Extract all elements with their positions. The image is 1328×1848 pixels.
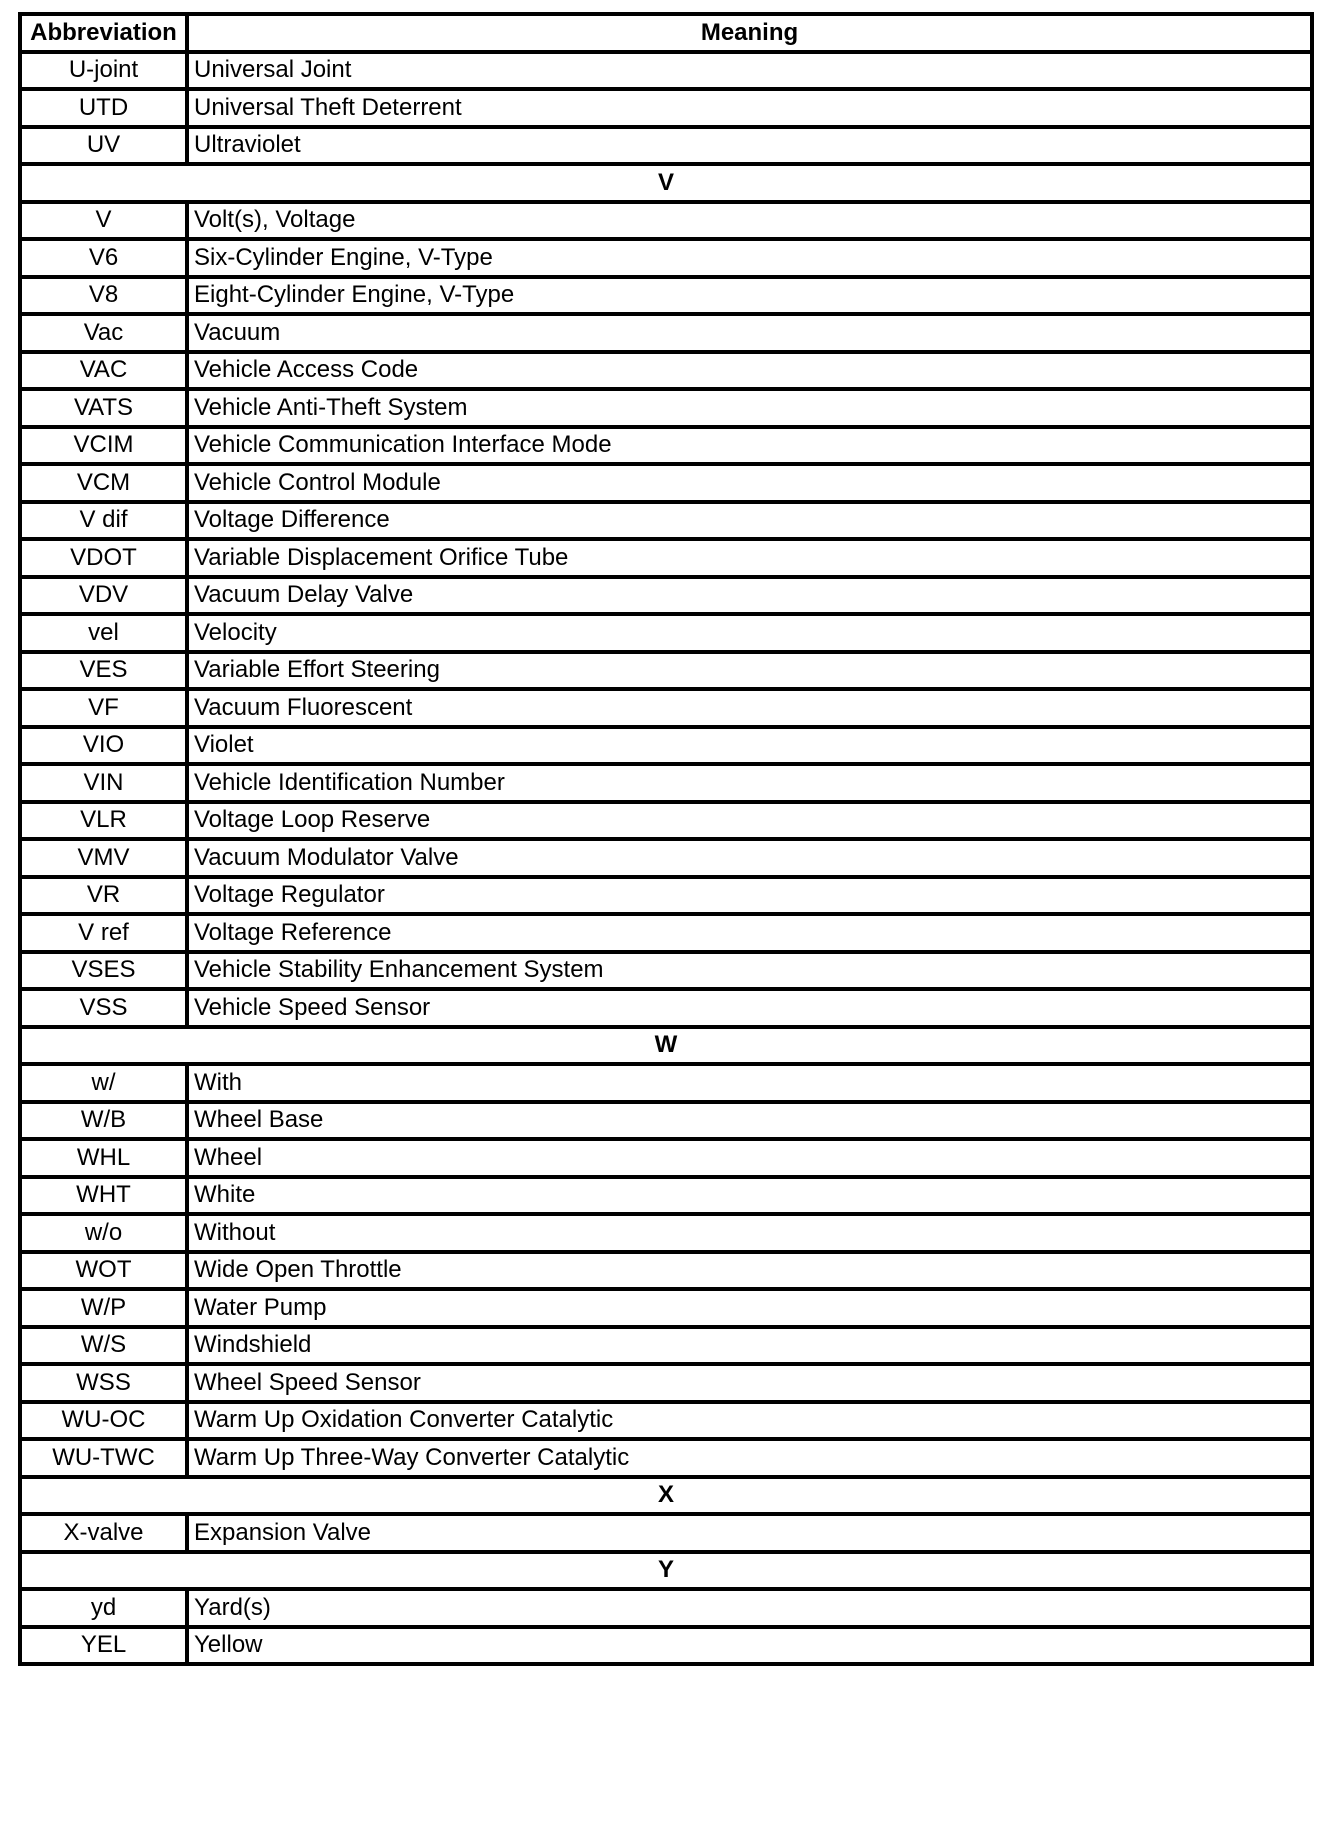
abbreviation-cell: WU-TWC <box>20 1439 187 1477</box>
section-row <box>20 164 1312 202</box>
meaning-cell: Vehicle Access Code <box>187 352 1312 390</box>
abbreviation-cell: VES <box>20 652 187 690</box>
meaning-cell: Voltage Reference <box>187 914 1312 952</box>
table-row <box>20 539 1312 577</box>
table-row <box>20 952 1312 990</box>
meaning-cell: Vehicle Control Module <box>187 464 1312 502</box>
table-row <box>20 989 1312 1027</box>
meaning-cell: Ultraviolet <box>187 127 1312 165</box>
meaning-cell: Wheel Base <box>187 1102 1312 1140</box>
section-letter: X <box>20 1477 1312 1515</box>
meaning-cell: Vehicle Communication Interface Mode <box>187 427 1312 465</box>
section-letter: Y <box>20 1552 1312 1590</box>
table-row <box>20 127 1312 165</box>
abbreviation-cell: VMV <box>20 839 187 877</box>
meaning-cell: Vacuum Delay Valve <box>187 577 1312 615</box>
table-row <box>20 1102 1312 1140</box>
section-row <box>20 1027 1312 1065</box>
table-row <box>20 1139 1312 1177</box>
abbreviation-cell: w/ <box>20 1064 187 1102</box>
abbreviation-cell: W/B <box>20 1102 187 1140</box>
meaning-cell: Wide Open Throttle <box>187 1252 1312 1290</box>
abbreviation-cell: WHL <box>20 1139 187 1177</box>
section-row <box>20 1477 1312 1515</box>
table-row <box>20 727 1312 765</box>
meaning-cell: Without <box>187 1214 1312 1252</box>
meaning-cell: Water Pump <box>187 1289 1312 1327</box>
table-row <box>20 1064 1312 1102</box>
meaning-cell: Vacuum Modulator Valve <box>187 839 1312 877</box>
abbreviation-cell: UTD <box>20 89 187 127</box>
abbreviation-cell: U-joint <box>20 52 187 90</box>
meaning-cell: Yellow <box>187 1627 1312 1665</box>
table-row <box>20 764 1312 802</box>
table-row <box>20 464 1312 502</box>
abbreviation-cell: VATS <box>20 389 187 427</box>
table-row <box>20 1439 1312 1477</box>
table-row <box>20 577 1312 615</box>
meaning-cell: Violet <box>187 727 1312 765</box>
header-meaning: Meaning <box>187 14 1312 52</box>
abbreviation-cell: WU-OC <box>20 1402 187 1440</box>
table-row <box>20 314 1312 352</box>
table-row <box>20 1289 1312 1327</box>
table-row <box>20 614 1312 652</box>
abbreviation-cell: V <box>20 202 187 240</box>
meaning-cell: Variable Displacement Orifice Tube <box>187 539 1312 577</box>
table-body <box>20 52 1312 1665</box>
table-row <box>20 1589 1312 1627</box>
meaning-cell: Expansion Valve <box>187 1514 1312 1552</box>
abbreviation-cell: WSS <box>20 1364 187 1402</box>
meaning-cell: Voltage Regulator <box>187 877 1312 915</box>
abbreviation-cell: V8 <box>20 277 187 315</box>
table-row <box>20 52 1312 90</box>
meaning-cell: Voltage Loop Reserve <box>187 802 1312 840</box>
abbreviation-cell: VDOT <box>20 539 187 577</box>
abbreviation-cell: vel <box>20 614 187 652</box>
abbreviation-table <box>18 12 1314 1666</box>
abbreviation-cell: VSS <box>20 989 187 1027</box>
table-row <box>20 1514 1312 1552</box>
meaning-cell: Vacuum Fluorescent <box>187 689 1312 727</box>
table-row <box>20 1177 1312 1215</box>
abbreviation-cell: VLR <box>20 802 187 840</box>
table-row <box>20 802 1312 840</box>
meaning-cell: Eight-Cylinder Engine, V-Type <box>187 277 1312 315</box>
abbreviation-cell: VDV <box>20 577 187 615</box>
header-abbreviation: Abbreviation <box>20 14 187 52</box>
header-row <box>20 14 1312 52</box>
meaning-cell: Warm Up Oxidation Converter Catalytic <box>187 1402 1312 1440</box>
abbreviation-cell: X-valve <box>20 1514 187 1552</box>
table-row <box>20 239 1312 277</box>
table-row <box>20 202 1312 240</box>
table-row <box>20 1214 1312 1252</box>
meaning-cell: Vehicle Stability Enhancement System <box>187 952 1312 990</box>
meaning-cell: Vehicle Identification Number <box>187 764 1312 802</box>
table-row <box>20 652 1312 690</box>
section-row <box>20 1552 1312 1590</box>
meaning-cell: Wheel Speed Sensor <box>187 1364 1312 1402</box>
meaning-cell: Variable Effort Steering <box>187 652 1312 690</box>
abbreviation-cell: VCM <box>20 464 187 502</box>
table-row <box>20 914 1312 952</box>
abbreviation-cell: VIO <box>20 727 187 765</box>
abbreviation-cell: V6 <box>20 239 187 277</box>
section-letter: V <box>20 164 1312 202</box>
table-row <box>20 1627 1312 1665</box>
table-row <box>20 1252 1312 1290</box>
abbreviation-cell: VSES <box>20 952 187 990</box>
table-row <box>20 877 1312 915</box>
meaning-cell: Vacuum <box>187 314 1312 352</box>
abbreviation-cell: w/o <box>20 1214 187 1252</box>
abbreviation-cell: VCIM <box>20 427 187 465</box>
table-row <box>20 1364 1312 1402</box>
abbreviation-cell: W/S <box>20 1327 187 1365</box>
meaning-cell: Voltage Difference <box>187 502 1312 540</box>
table-row <box>20 689 1312 727</box>
meaning-cell: Universal Joint <box>187 52 1312 90</box>
abbreviation-cell: WHT <box>20 1177 187 1215</box>
meaning-cell: Vehicle Speed Sensor <box>187 989 1312 1027</box>
meaning-cell: Warm Up Three-Way Converter Catalytic <box>187 1439 1312 1477</box>
abbreviation-cell: YEL <box>20 1627 187 1665</box>
abbreviation-cell: W/P <box>20 1289 187 1327</box>
table-row <box>20 1402 1312 1440</box>
abbreviation-cell: VIN <box>20 764 187 802</box>
meaning-cell: With <box>187 1064 1312 1102</box>
meaning-cell: Wheel <box>187 1139 1312 1177</box>
abbreviation-cell: WOT <box>20 1252 187 1290</box>
meaning-cell: Six-Cylinder Engine, V-Type <box>187 239 1312 277</box>
meaning-cell: Yard(s) <box>187 1589 1312 1627</box>
table-row <box>20 352 1312 390</box>
meaning-cell: Velocity <box>187 614 1312 652</box>
table-row <box>20 502 1312 540</box>
table-row <box>20 1327 1312 1365</box>
meaning-cell: Volt(s), Voltage <box>187 202 1312 240</box>
abbreviation-cell: VF <box>20 689 187 727</box>
table-row <box>20 89 1312 127</box>
abbreviation-cell: VR <box>20 877 187 915</box>
table-row <box>20 277 1312 315</box>
abbreviation-cell: V dif <box>20 502 187 540</box>
abbreviation-cell: VAC <box>20 352 187 390</box>
abbreviation-cell: Vac <box>20 314 187 352</box>
section-letter: W <box>20 1027 1312 1065</box>
meaning-cell: White <box>187 1177 1312 1215</box>
table-row <box>20 389 1312 427</box>
table-row <box>20 427 1312 465</box>
table-row <box>20 839 1312 877</box>
abbreviation-cell: UV <box>20 127 187 165</box>
meaning-cell: Universal Theft Deterrent <box>187 89 1312 127</box>
abbreviation-cell: V ref <box>20 914 187 952</box>
meaning-cell: Windshield <box>187 1327 1312 1365</box>
abbreviation-cell: yd <box>20 1589 187 1627</box>
meaning-cell: Vehicle Anti-Theft System <box>187 389 1312 427</box>
